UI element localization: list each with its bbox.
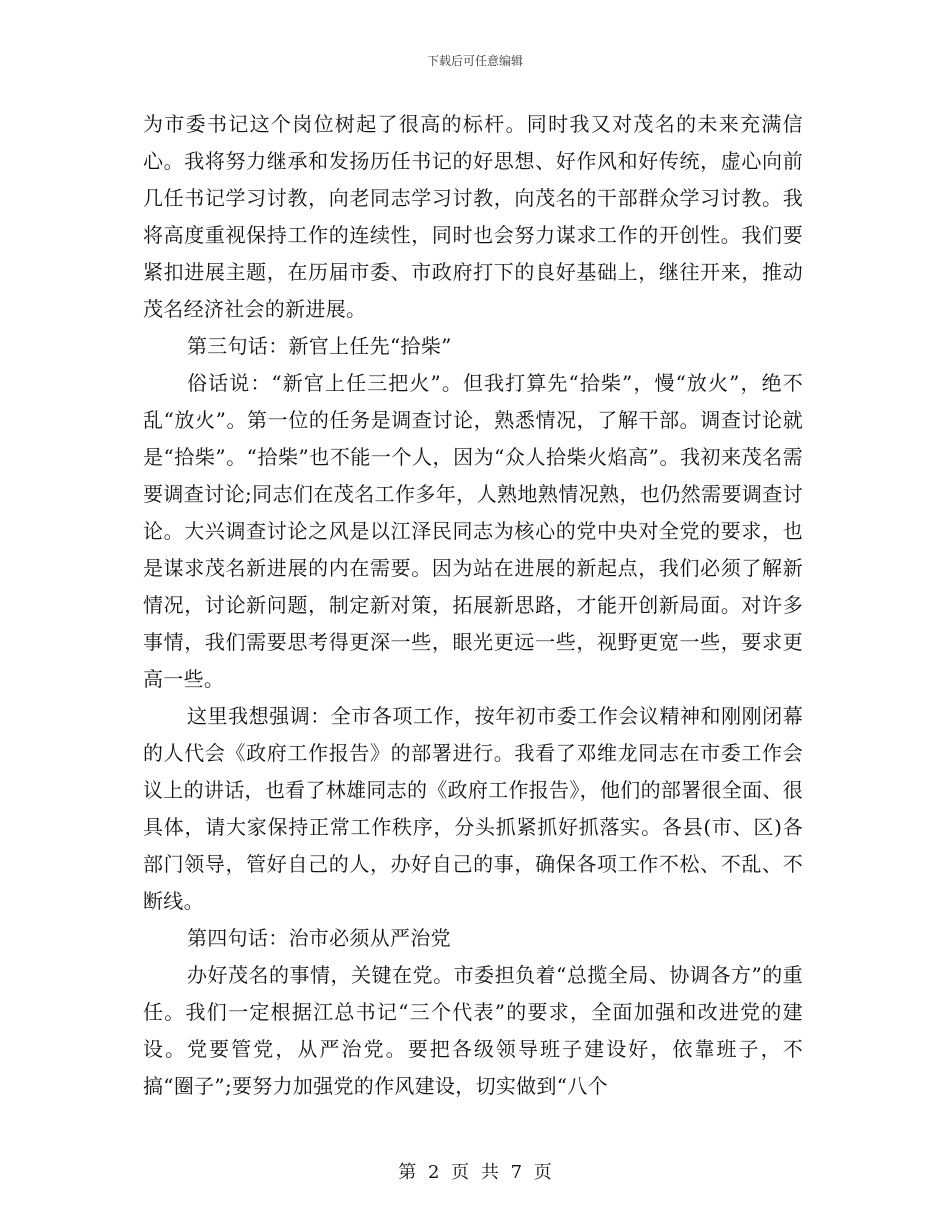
paragraph: 俗话说：“新官上任三把火”。但我打算先“拾柴”，慢“放火”，绝不乱“放火”。第一位的任务是调查讨论，熟悉情况，了解干部。调查讨论就是“拾柴”。“拾柴”也不能一个人，因为“众人拾柴火焰高”。我初来茂名需要调查讨论;同志们在茂名工作多年，人熟地熟情况熟，也仍然需要调查讨论。大兴调查讨论之风是以江泽民同志为核心的党中央对全党的要求，也是谋求茂名新进展的内在需要。因为站在进展的新起点，我们必须了解新情况，讨论新问题，制定新对策，拓展新思路，才能开创新局面。对许多事情，我们需要思考得更深一些，眼光更远一些，视野更宽一些，要求更高一些。 [143, 371, 803, 691]
section-heading: 第三句话：新官上任先“拾柴” [187, 334, 452, 358]
section-heading: 第四句话：治市必须从严治党 [187, 926, 451, 950]
document-body [143, 106, 803, 1105]
page-number-footer: 第 2 页 共 7 页 [398, 1162, 552, 1183]
page-header: 下载后可任意编辑 [426, 54, 523, 68]
paragraph: 这里我想强调：全市各项工作，按年初市委工作会议精神和刚刚闭幕的人代会《政府工作报告》的部署进行。我看了邓维龙同志在市委工作会议上的讲话，也看了林雄同志的《政府工作报告》，他们的部署很全面、很具体，请大家保持正常工作秩序，分头抓紧抓好抓落实。各县(市、区)各部门领导，管好自己的人，办好自己的事，确保各项工作不松、不乱、不断线。 [143, 704, 803, 913]
paragraph: 办好茂名的事情，关键在党。市委担负着“总揽全局、协调各方”的重任。我们一定根据江总书记“三个代表”的要求，全面加强和改进党的建设。党要管党，从严治党。要把各级领导班子建设好，依靠班子，不搞“圈子”;要努力加强党的作风建设，切实做到“八个 [143, 963, 803, 1098]
paragraph: 为市委书记这个岗位树起了很高的标杆。同时我又对茂名的未来充满信心。我将努力继承和发扬历任书记的好思想、好作风和好传统，虚心向前几任书记学习讨教，向老同志学习讨教，向茂名的干部群众学习讨教。我将高度重视保持工作的连续性，同时也会努力谋求工作的开创性。我们要紧扣进展主题，在历届市委、市政府打下的良好基础上，继往开来，推动茂名经济社会的新进展。 [143, 112, 803, 321]
